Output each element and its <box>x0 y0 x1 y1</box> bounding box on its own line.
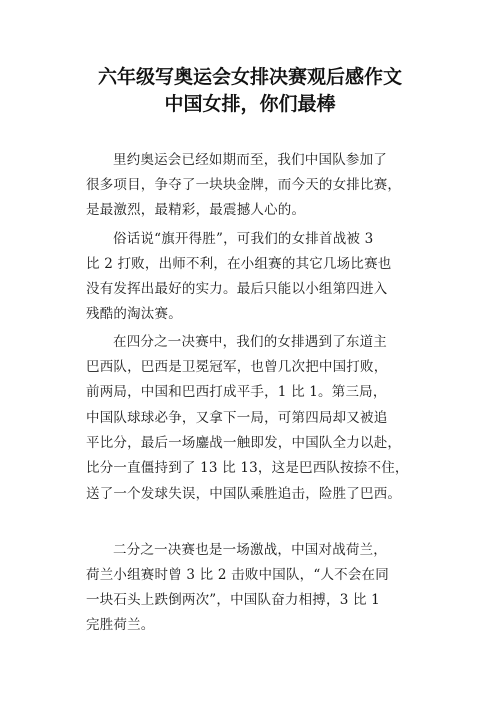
paragraph-line: 残酷的淘汰赛。 <box>86 306 182 322</box>
paragraph-line: 比分一直僵持到了 13 比 13，这是巴西队按捺不住， <box>86 460 409 476</box>
paragraph-line: 比 2 打败，出师不利，在小组赛的其它几场比赛也 <box>86 256 392 272</box>
paragraph-line: 在四分之一决赛中，我们的女排遇到了东道主 <box>113 334 387 350</box>
paragraph-line: 送了一个发球失误，中国队乘胜追击，险胜了巴西。 <box>86 486 402 502</box>
paragraph-line: 俗话说“旗开得胜”，可我们的女排首战被 3 <box>113 231 374 247</box>
paragraph-line: 平比分，最后一场鏖战一触即发，中国队全力以赴， <box>86 435 402 451</box>
paragraph-line: 里约奥运会已经如期而至，我们中国队参加了 <box>113 152 387 168</box>
document-title-line-2: 中国女排，你们最棒 <box>164 93 336 115</box>
paragraph-line: 荷兰小组赛时曾 3 比 2 击败中国队，“人不会在同 <box>86 567 389 583</box>
paragraph-line: 中国队球球必争，又拿下一局，可第四局却又被追 <box>86 410 388 426</box>
paragraph-line: 二分之一决赛也是一场激战，中国对战荷兰， <box>113 542 387 558</box>
paragraph-line: 是最激烈，最精彩，最震撼人心的。 <box>86 202 306 218</box>
paragraph-line: 前两局，中国和巴西打成平手，1 比 1。第三局， <box>86 384 387 400</box>
paragraph-line: 一块石头上跌倒两次”，中国队奋力相搏，3 比 1 <box>86 592 380 608</box>
paragraph-line: 巴西队，巴西是卫冕冠军，也曾几次把中国打败， <box>86 359 388 375</box>
paragraph-line: 完胜荷兰。 <box>86 617 155 633</box>
paragraph-line: 没有发挥出最好的实力。最后只能以小组第四进入 <box>86 281 388 297</box>
paragraph-line: 很多项目，争夺了一块块金牌，而今天的女排比赛， <box>86 177 402 193</box>
document-title-line-1: 六年级写奥运会女排决赛观后感作文 <box>97 66 402 88</box>
